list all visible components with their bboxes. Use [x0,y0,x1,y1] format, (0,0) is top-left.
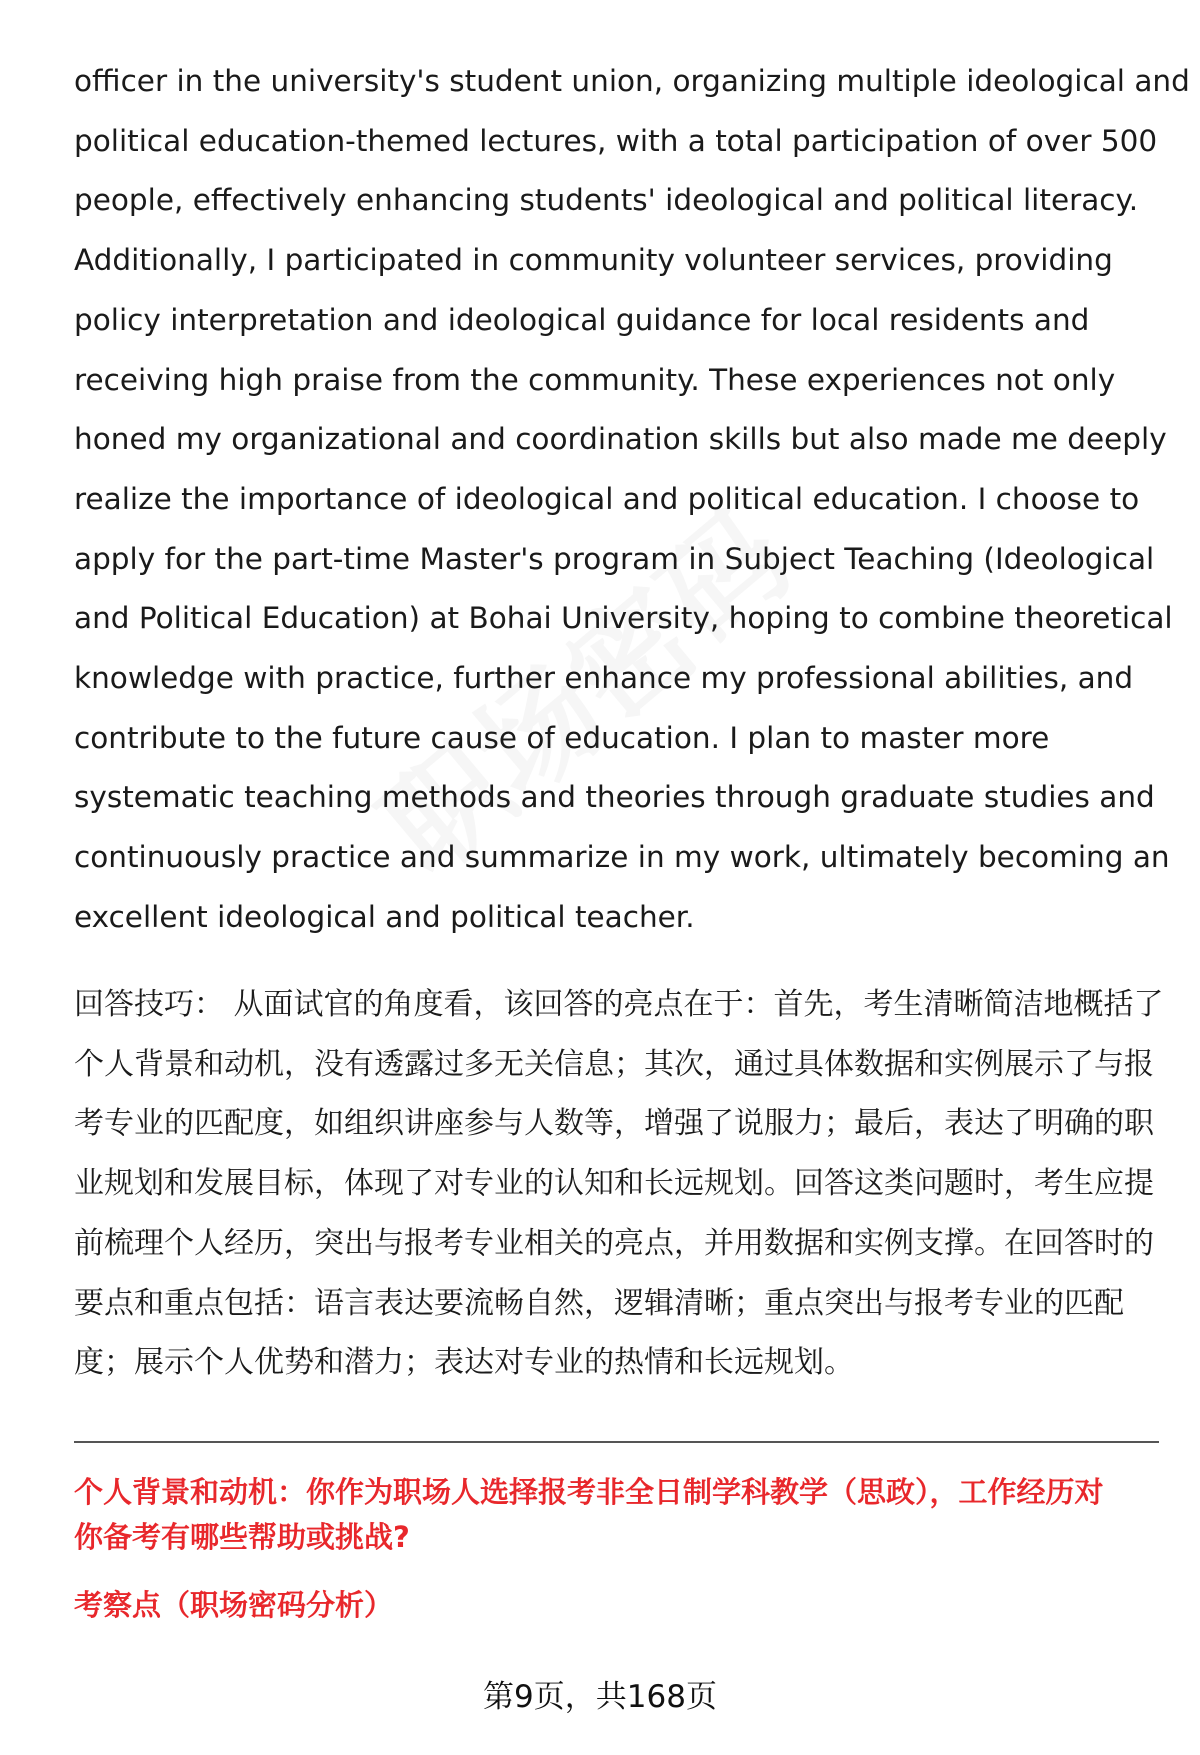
question-heading [74,1470,1164,1560]
answer-tips-paragraph [74,975,1164,1393]
body-line: policy interpretation and ideological guidance for local residents and [74,302,1090,337]
body-line: excellent ideological and political teacher. [74,899,695,934]
tips-line: 度；展示个人优势和潜力；表达对专业的热情和长远规划。 [74,1345,854,1381]
tips-line: 回答技巧： 从面试官的角度看，该回答的亮点在于：首先，考生清晰简洁地概括了 [74,987,1164,1022]
body-line: apply for the part-time Master's program in Subject Teaching (Ideological [74,541,1155,576]
body-line: receiving high praise from the community. These experiences not only [74,362,1116,397]
question-line: 你备考有哪些帮助或挑战? [74,1520,410,1554]
body-line: contribute to the future cause of education. I plan to master more [74,720,1050,755]
answer-body-paragraph [74,52,1190,948]
body-line: officer in the university's student union, organizing multiple ideological and [74,64,1190,98]
analysis-section-label: 考察点（职场密码分析） [74,1588,394,1622]
body-line: systematic teaching methods and theories through graduate studies and [74,780,1155,815]
body-line: Additionally, I participated in community volunteer services, providing [74,243,1113,278]
page-number: 第9页，共168页 [483,1679,717,1715]
tips-line: 前梳理个人经历，突出与报考专业相关的亮点，并用数据和实例支撑。在回答时的 [74,1225,1154,1261]
tips-line: 要点和重点包括：语言表达要流畅自然，逻辑清晰；重点突出与报考专业的匹配 [74,1285,1124,1321]
body-line: honed my organizational and coordination skills but also made me deeply [74,422,1167,457]
body-line: political education-themed lectures, with a total participation of over 500 [74,123,1158,158]
question-line: 个人背景和动机：你作为职场人选择报考非全日制学科教学（思政），工作经历对 [74,1475,1104,1509]
body-line: knowledge with practice, further enhance my professional abilities, and [74,661,1134,696]
tips-line: 业规划和发展目标，体现了对专业的认知和长远规划。回答这类问题时，考生应提 [74,1166,1154,1202]
body-line: and Political Education) at Bohai University, hoping to combine theoretical [74,601,1173,636]
section-divider [74,1441,1159,1443]
body-line: continuously practice and summarize in my work, ultimately becoming an [74,840,1170,875]
tips-line: 个人背景和动机，没有透露过多无关信息；其次，通过具体数据和实例展示了与报 [74,1046,1154,1082]
body-line: realize the importance of ideological and political education. I choose to [74,481,1140,516]
body-line: people, effectively enhancing students' ideological and political literacy. [74,183,1139,218]
tips-line: 考专业的匹配度，如组织讲座参与人数等，增强了说服力；最后，表达了明确的职 [74,1106,1154,1142]
